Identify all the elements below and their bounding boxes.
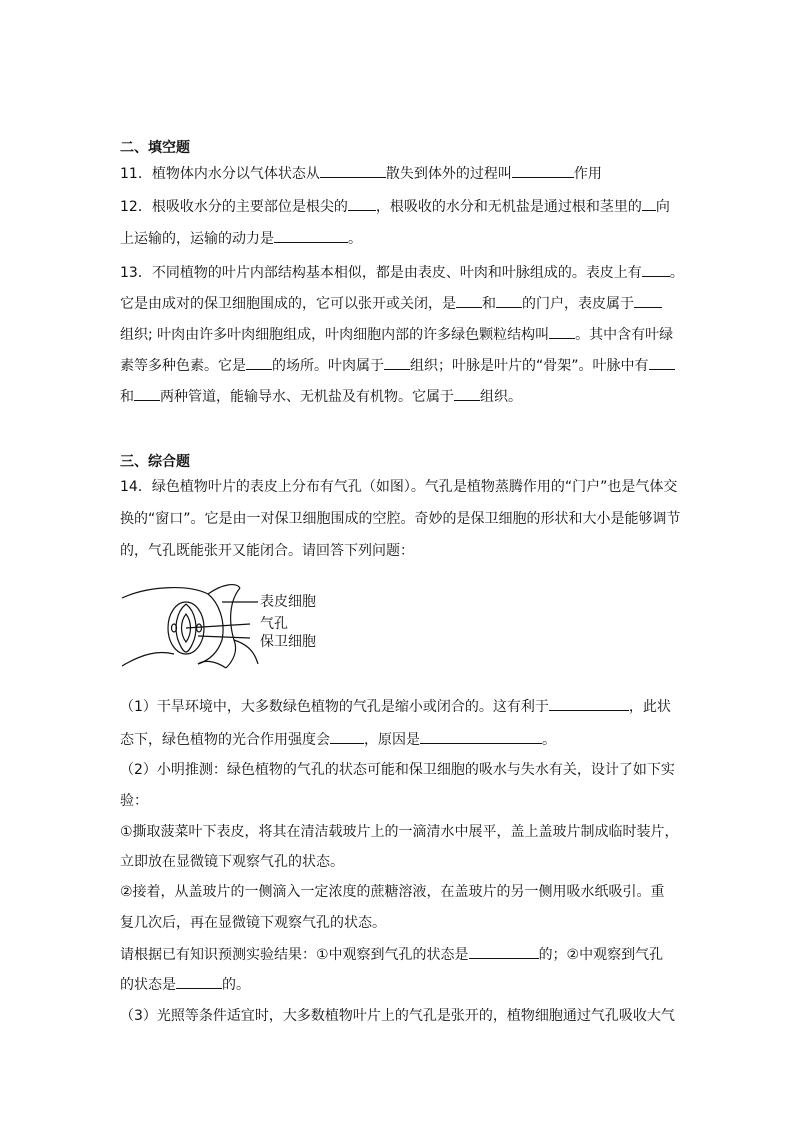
answer-blank: [274, 228, 348, 243]
answer-blank: [642, 262, 670, 277]
question-14-line-1: 14．绿色植物叶片的表皮上分布有气孔（如图）。气孔是植物蒸腾作用的“门户”也是气体交: [120, 479, 678, 495]
question-14-line-2: 换的“窗口”。它是由一对保卫细胞围成的空腔。奇妙的是保卫细胞的形状和大小是能够调节: [120, 511, 681, 527]
label-stoma: 气孔: [260, 616, 288, 632]
step-2-line-2: 复几次后，再在显微镜下观察气孔的状态。: [120, 915, 386, 931]
answer-blank: [456, 293, 482, 308]
answer-blank: [469, 944, 539, 959]
answer-blank: [454, 386, 480, 401]
answer-blank: [549, 324, 575, 339]
label-epidermal-cell: 表皮细胞: [260, 594, 316, 610]
stomata-figure: [118, 580, 338, 672]
part-2-line-2: 验：: [120, 793, 148, 809]
epidermal-cell-outline: [122, 588, 223, 664]
answer-blank: [420, 729, 542, 744]
step-1-line-1: ①撕取菠菜叶下表皮，将其在清洁载玻片上的一滴清水中展平，盖上盖玻片制成临时装片，: [120, 824, 679, 840]
part-1-line-2: 态下，绿色植物的光合作用强度会 ，原因是 。: [120, 729, 556, 750]
question-13-line-3: 组织; 叶肉由许多叶肉细胞组成，叶肉细胞内部的许多绿色颗粒结构叫 。其中含有叶绿: [120, 324, 673, 345]
question-13-line-4: 素等多种色素。它是 的场所。叶肉属于 组织；叶脉是叶片的“骨架”。叶脉中有: [120, 355, 675, 376]
answer-blank: [549, 696, 629, 711]
epidermal-cell-outline: [234, 640, 258, 664]
part-1-line-1: （1）干旱环境中，大多数绿色植物的气孔是缩小或闭合的。这有利于 ，此状: [120, 696, 671, 717]
step-1-line-2: 立即放在显微镜下观察气孔的状态。: [120, 854, 344, 870]
answer-blank: [176, 974, 222, 989]
epidermal-cell-outline: [122, 653, 174, 667]
answer-blank: [496, 293, 522, 308]
question-14-line-3: 的，气孔既能张开又能闭合。请回答下列问题：: [120, 543, 414, 559]
part-2-line-1: （2）小明推测：绿色植物的气孔的状态可能和保卫细胞的吸水与失水有关，设计了如下实: [120, 762, 675, 778]
answer-blank: [320, 163, 386, 178]
question-11: 11．植物体内水分以气体状态从 散失到体外的过程叫 作用: [120, 163, 602, 184]
prediction-line-2: 的状态是 的。: [120, 974, 250, 995]
step-2-line-1: ②接着，从盖玻片的一侧滴入一定浓度的蔗糖溶液，在盖玻片的另一侧用吸水纸吸引。重: [120, 884, 665, 900]
question-12-line-2: 上运输的，运输的动力是 。: [120, 228, 362, 249]
answer-blank: [512, 163, 574, 178]
answer-blank: [348, 196, 376, 211]
part-3-line-1: （3）光照等条件适宜时，大多数植物叶片上的气孔是张开的，植物细胞通过气孔吸收大气: [120, 1008, 675, 1024]
epidermal-cell-outline: [198, 661, 226, 668]
prediction-line-1: 请根据已有知识预测实验结果：①中观察到气孔的状态是 的；②中观察到气孔: [120, 944, 663, 965]
section-3-title: 三、综合题: [120, 454, 190, 470]
label-guard-cell: 保卫细胞: [260, 634, 316, 650]
answer-blank: [642, 196, 656, 211]
epidermal-cell-outline: [226, 588, 240, 668]
question-12-line-1: 12．根吸收水分的主要部位是根尖的 ，根吸收的水分和无机盐是通过根和茎里的 向: [120, 196, 670, 217]
answer-blank: [384, 355, 410, 370]
answer-blank: [246, 355, 272, 370]
answer-blank: [649, 355, 675, 370]
question-13-line-2: 它是由成对的保卫细胞围成的，它可以张开或关闭，是 和 的门户，表皮属于: [120, 293, 662, 314]
answer-blank: [134, 386, 160, 401]
section-2-title: 二、填空题: [120, 140, 190, 156]
answer-blank: [330, 729, 364, 744]
epidermal-cell-outline: [208, 585, 240, 594]
answer-blank: [634, 293, 662, 308]
leader-line: [198, 636, 250, 638]
question-13-line-5: 和 两种管道，能输导水、无机盐及有机物。它属于 组织。: [120, 386, 522, 407]
question-13-line-1: 13．不同植物的叶片内部结构基本相似，都是由表皮、叶肉和叶脉组成的。表皮上有 。: [120, 262, 684, 283]
chloroplast: [197, 624, 202, 632]
